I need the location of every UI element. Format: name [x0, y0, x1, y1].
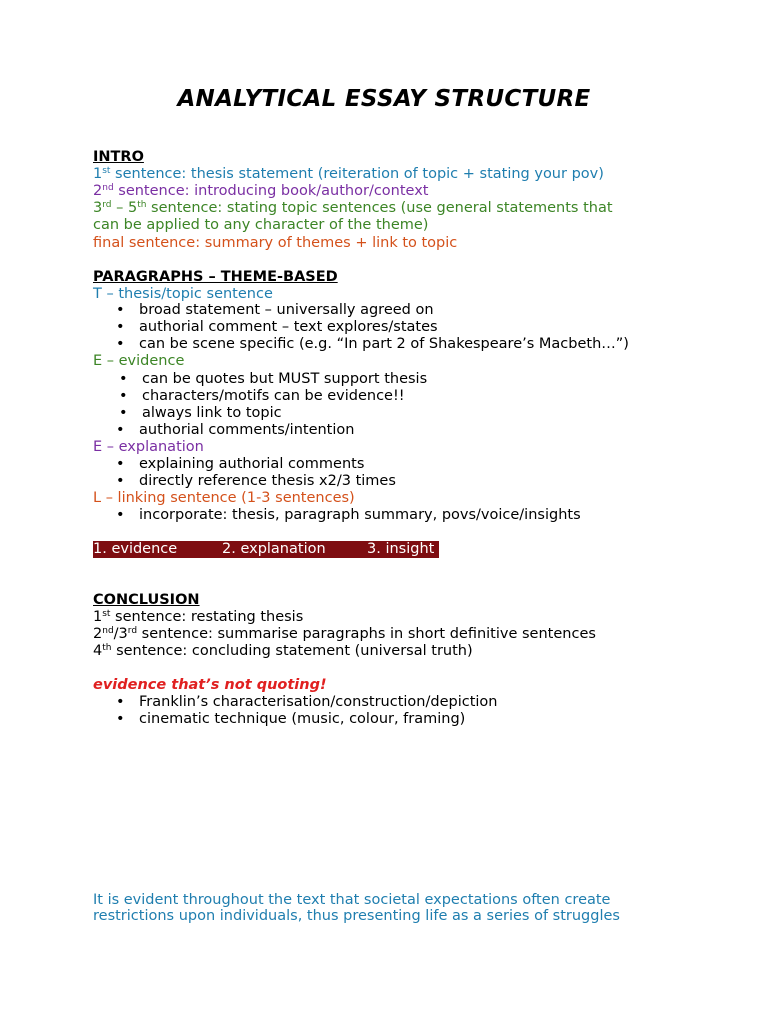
conclusion-heading: CONCLUSION: [93, 592, 200, 608]
ordinal-suffix: nd: [102, 626, 114, 636]
bullet-icon: •: [116, 456, 125, 472]
example-thesis-line-2: restrictions upon individuals, thus presenting life as a series of struggles: [93, 908, 620, 924]
bullet-icon: •: [119, 388, 128, 404]
ordinal-suffix: st: [102, 166, 111, 176]
bar-item-explanation: 2. explanation: [222, 541, 326, 557]
ordinal-number: 2: [93, 626, 103, 642]
bullet-icon: •: [116, 694, 125, 710]
list-item-text: characters/motifs can be evidence!!: [142, 388, 405, 404]
intro-final-sentence: final sentence: summary of themes + link to topic: [93, 235, 458, 251]
ordinal-suffix: th: [102, 643, 112, 653]
ordinal-suffix: th: [137, 200, 147, 210]
list-item-text: can be quotes but MUST support thesis: [142, 371, 428, 387]
bullet-icon: •: [116, 319, 125, 335]
teel-explanation-label: E – explanation: [93, 439, 204, 455]
ordinal-number: 1: [93, 609, 103, 625]
list-item-text: explaining authorial comments: [139, 456, 365, 472]
highlight-bar: [93, 541, 439, 558]
list-item-text: can be scene specific (e.g. “In part 2 of Shakespeare’s Macbeth…”): [139, 336, 629, 352]
ordinal-number: 4: [93, 643, 103, 659]
list-item-text: Franklin’s characterisation/construction/depiction: [139, 694, 498, 710]
sentence-text: sentence: thesis statement (reiteration of topic + stating your pov): [110, 166, 604, 182]
ordinal-suffix: rd: [127, 626, 138, 636]
conclusion-sentence-4: [93, 643, 473, 660]
ordinal-suffix: nd: [102, 183, 114, 193]
list-item-text: always link to topic: [142, 405, 282, 421]
ordinal-suffix: st: [102, 609, 111, 619]
list-item-text: incorporate: thesis, paragraph summary, povs/voice/insights: [139, 507, 581, 523]
evidence-note-heading: [93, 677, 327, 694]
ordinal-range: /3: [113, 626, 128, 642]
bullet-icon: •: [116, 711, 125, 727]
conclusion-sentence-1: [93, 609, 303, 626]
bullet-icon: •: [116, 302, 125, 318]
bullet-icon: •: [116, 336, 125, 352]
bullet-icon: •: [116, 507, 125, 523]
intro-sentence-3-continued: can be applied to any character of the theme): [93, 217, 429, 233]
bullet-icon: •: [116, 473, 125, 489]
sentence-text: sentence: concluding statement (universal truth): [111, 643, 473, 659]
paragraphs-heading: PARAGRAPHS – THEME-BASED: [93, 269, 338, 285]
ordinal-number: 2: [93, 183, 103, 199]
teel-e-label: E – evidence: [93, 353, 185, 369]
list-item-text: directly reference thesis x2/3 times: [139, 473, 396, 489]
list-item-text: cinematic technique (music, colour, framing): [139, 711, 466, 727]
ordinal-number: 3: [93, 200, 103, 216]
teel-t-label: T – thesis/topic sentence: [93, 286, 273, 302]
intro-sentence-3: [93, 200, 613, 217]
sentence-text: sentence: stating topic sentences (use general statements that: [146, 200, 613, 216]
example-thesis-line-1: It is evident throughout the text that societal expectations often create: [93, 892, 611, 908]
ordinal-range: – 5: [111, 200, 138, 216]
bar-item-insight: 3. insight: [367, 541, 435, 557]
bullet-icon: •: [119, 405, 128, 421]
evidence-note-label: evidence that’s not quoting!: [93, 677, 327, 693]
list-item-text: authorial comments/intention: [139, 422, 355, 438]
intro-sentence-1: [93, 166, 604, 183]
ordinal-number: 1: [93, 166, 103, 182]
page-title: ANALYTICAL ESSAY STRUCTURE: [177, 86, 591, 112]
intro-sentence-2: [93, 183, 428, 200]
bullet-icon: •: [116, 422, 125, 438]
sentence-text: sentence: introducing book/author/context: [113, 183, 429, 199]
ordinal-suffix: rd: [102, 200, 112, 210]
sentence-text: sentence: summarise paragraphs in short definitive sentences: [137, 626, 596, 642]
list-item-text: authorial comment – text explores/states: [139, 319, 438, 335]
bar-item-evidence: 1. evidence: [93, 541, 178, 557]
sentence-text: sentence: restating thesis: [110, 609, 304, 625]
list-item-text: broad statement – universally agreed on: [139, 302, 434, 318]
intro-heading: INTRO: [93, 149, 144, 165]
conclusion-sentence-2: [93, 626, 596, 643]
teel-l-label: L – linking sentence (1-3 sentences): [93, 490, 355, 506]
bullet-icon: •: [119, 371, 128, 387]
